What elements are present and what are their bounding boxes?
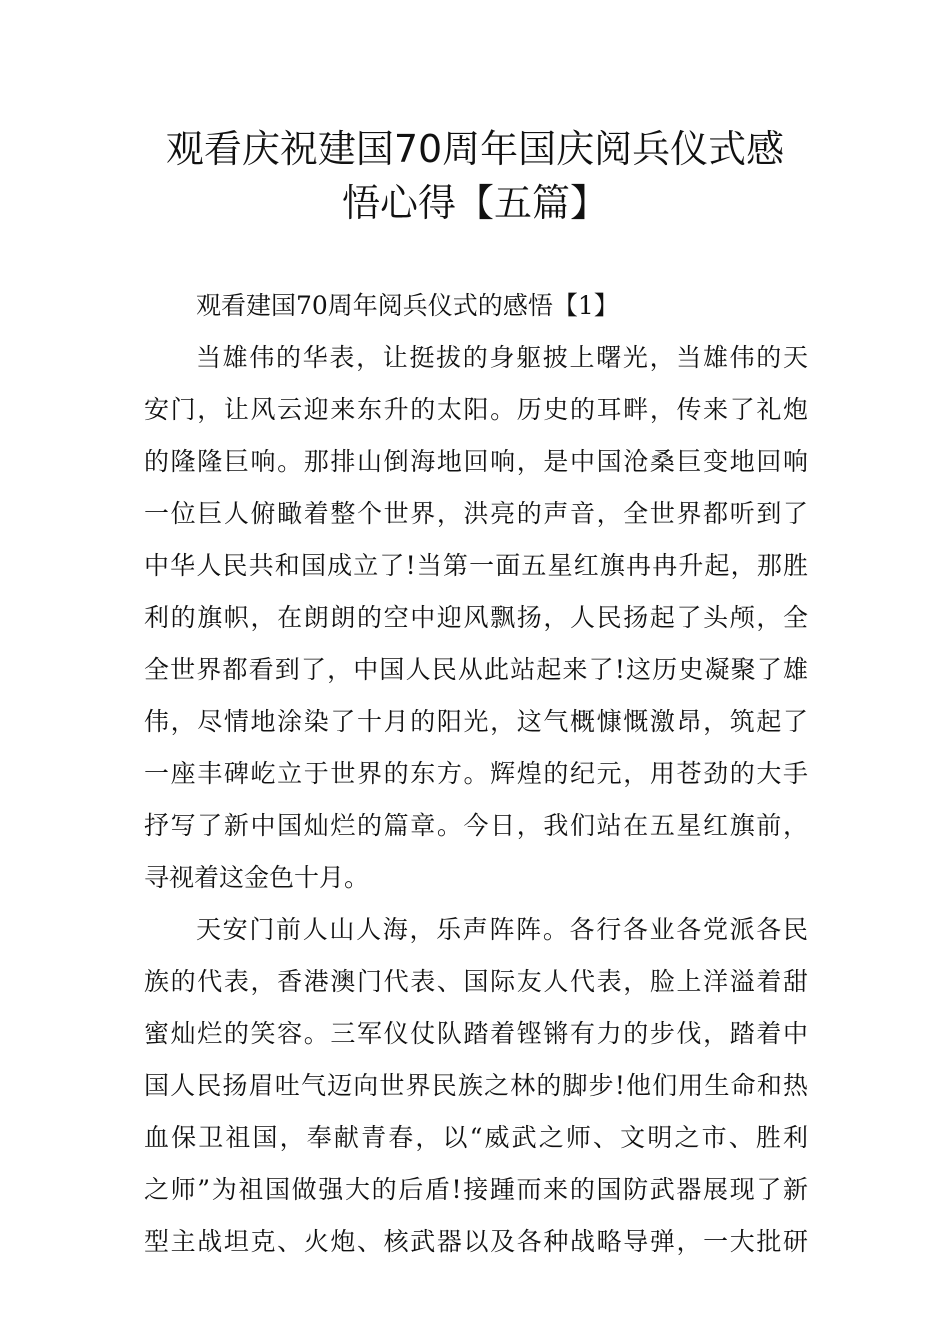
title-line: 观看庆祝建国70周年国庆阅兵仪式感 bbox=[165, 127, 785, 171]
paragraph-line: 一位巨人俯瞰着整个世界，洪亮的声音，全世界都听到了 bbox=[144, 499, 808, 528]
paragraph bbox=[144, 904, 808, 1268]
document-body bbox=[144, 280, 808, 1268]
paragraph-line: 族的代表，香港澳门代表、国际友人代表，脸上洋溢着甜 bbox=[144, 967, 808, 996]
paragraph-line: 一座丰碑屹立于世界的东方。辉煌的纪元，用苍劲的大手 bbox=[144, 759, 808, 788]
paragraph-line: 寻视着这金色十月。 bbox=[144, 863, 370, 892]
paragraph-line: 蜜灿烂的笑容。三军仪仗队踏着铿锵有力的步伐，踏着中 bbox=[144, 1019, 808, 1048]
document-title bbox=[140, 122, 810, 230]
paragraph-line: 型主战坦克、火炮、核武器以及各种战略导弹，一大批研 bbox=[144, 1227, 808, 1256]
title-line: 悟心得【五篇】 bbox=[341, 181, 608, 225]
paragraph-line: 国人民扬眉吐气迈向世界民族之林的脚步!他们用生命和热 bbox=[144, 1071, 808, 1100]
paragraph-line: 伟，尽情地涂染了十月的阳光，这气概慷慨激昂，筑起了 bbox=[144, 707, 808, 736]
paragraph-line: 中华人民共和国成立了!当第一面五星红旗冉冉升起，那胜 bbox=[144, 551, 808, 580]
paragraph-line: 全世界都看到了，中国人民从此站起来了!这历史凝聚了雄 bbox=[144, 655, 808, 684]
paragraph bbox=[144, 332, 808, 904]
paragraph-line: 血保卫祖国，奉献青春，以“威武之师、文明之市、胜利 bbox=[144, 1123, 808, 1152]
section-subheading: 观看建国70周年阅兵仪式的感悟【1】 bbox=[196, 291, 619, 320]
paragraph-line: 的隆隆巨响。那排山倒海地回响，是中国沧桑巨变地回响 bbox=[144, 447, 808, 476]
paragraph-line: 安门，让风云迎来东升的太阳。历史的耳畔，传来了礼炮 bbox=[144, 395, 808, 424]
paragraph-line: 天安门前人山人海，乐声阵阵。各行各业各党派各民 bbox=[196, 915, 808, 944]
paragraph-line: 抒写了新中国灿烂的篇章。今日，我们站在五星红旗前， bbox=[144, 811, 808, 840]
paragraph-line: 利的旗帜，在朗朗的空中迎风飘扬，人民扬起了头颅，全 bbox=[144, 603, 808, 632]
paragraph-line: 当雄伟的华表，让挺拔的身躯披上曙光，当雄伟的天 bbox=[196, 343, 808, 372]
paragraph-line: 之师”为祖国做强大的后盾!接踵而来的国防武器展现了新 bbox=[144, 1175, 808, 1204]
